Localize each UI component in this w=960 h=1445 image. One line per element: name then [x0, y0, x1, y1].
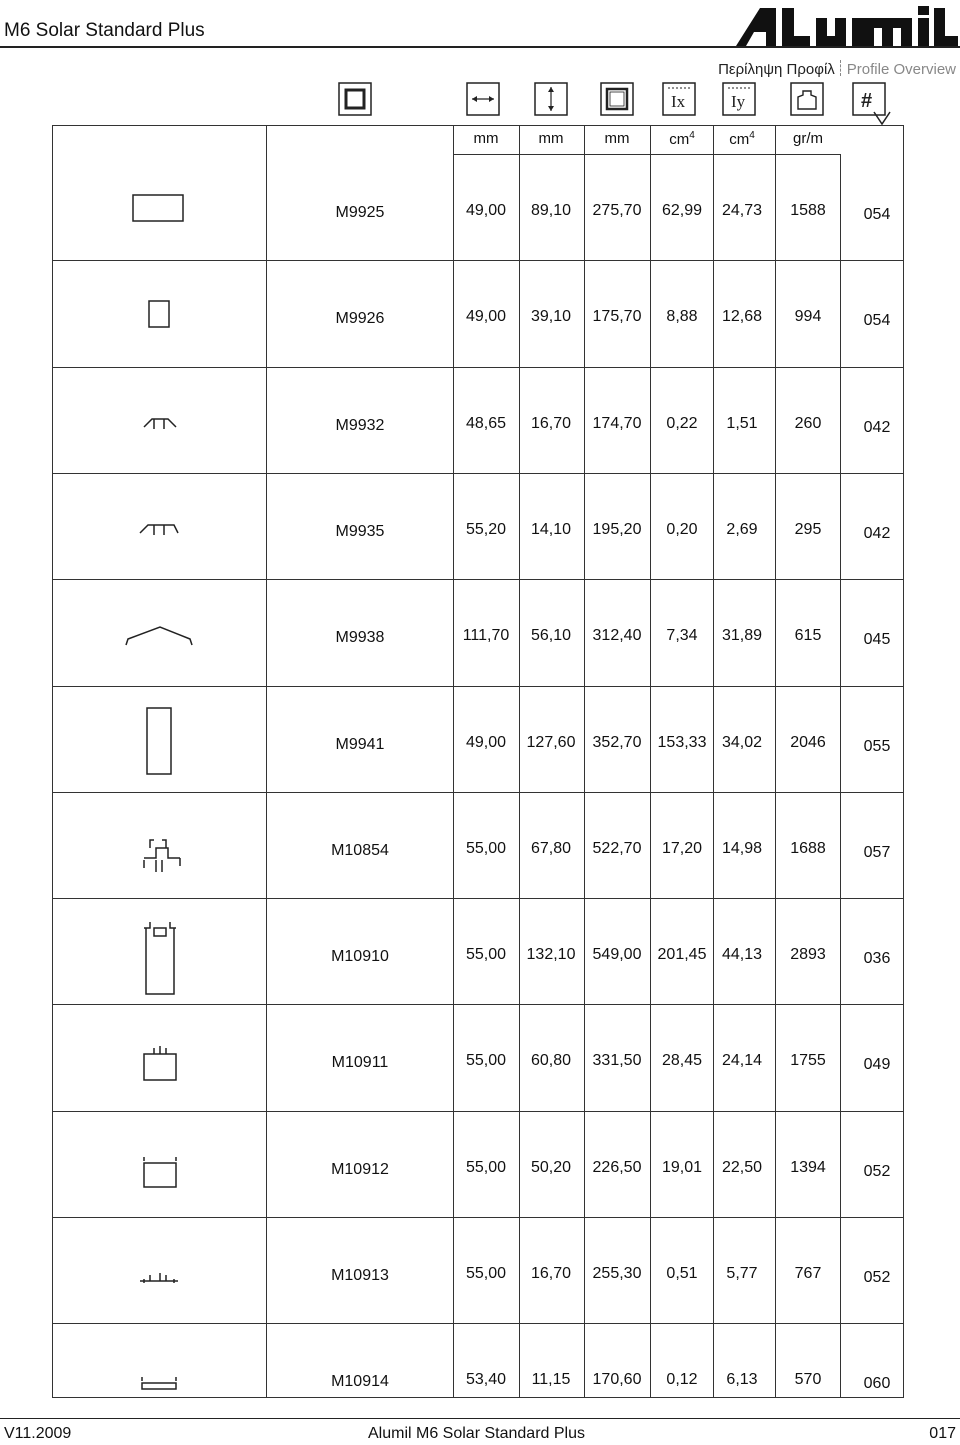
row-divider: [52, 1004, 904, 1005]
table-cell: 0,22: [666, 414, 698, 432]
table-cell: 132,10: [526, 946, 576, 964]
table-cell: 255,30: [592, 1265, 642, 1282]
profile-code: M10914: [331, 1373, 389, 1391]
profile-overview-label: [718, 60, 956, 78]
unit-label: $cm^4$: [729, 130, 755, 148]
table-cell: 53,40: [465, 1371, 507, 1389]
table-cell: 0,12: [666, 1371, 698, 1389]
table-cell: 14,98: [721, 839, 763, 857]
table-cell: 55,00: [465, 1052, 507, 1070]
table-cell: 052: [863, 1269, 891, 1286]
table-cell: 39,10: [530, 308, 572, 326]
table-cell: 549,00: [592, 946, 642, 964]
weight-icon: [790, 82, 824, 116]
profile-shape-icon: [120, 694, 200, 784]
ix-text: Ix: [671, 92, 686, 111]
profile-drawing-m9926: [120, 268, 200, 358]
profile-code: M9935: [335, 522, 385, 540]
table-cell: 89,10: [530, 202, 572, 219]
table-cell: 24,14: [721, 1052, 763, 1070]
table-cell: 2893: [790, 946, 826, 964]
section-icon: [338, 82, 372, 116]
profile-shape-icon: [120, 268, 200, 358]
row-divider: [52, 898, 904, 899]
profile-drawing-m10913: [120, 1225, 200, 1315]
overview-english: Profile Overview: [846, 61, 956, 78]
unit-label: mm: [604, 130, 630, 147]
row-divider: [52, 260, 904, 261]
table-cell: 55,00: [465, 1158, 507, 1176]
table-cell: 1588: [790, 202, 826, 219]
table-cell: 7,34: [666, 627, 698, 645]
profile-shape-icon: [120, 1225, 200, 1315]
unit-label: gr/m: [793, 130, 823, 147]
ix-icon: [662, 82, 696, 116]
profile-shape-icon: [120, 1331, 200, 1421]
iy-icon: [722, 82, 756, 116]
profile-drawing-m9938: [120, 587, 200, 677]
width-icon: [466, 82, 500, 116]
table-cell: 8,88: [666, 308, 698, 326]
table-cell: 16,70: [530, 1265, 572, 1282]
table-cell: 24,73: [721, 202, 763, 219]
table-cell: 34,02: [721, 733, 763, 751]
row-divider: [52, 792, 904, 793]
profile-drawing-m9932: [120, 375, 200, 465]
hash-text: #: [861, 90, 873, 112]
perimeter-icon: [600, 82, 634, 116]
iy-text: Iy: [731, 92, 746, 111]
table-cell: 153,33: [657, 733, 707, 751]
profile-code: M9926: [335, 310, 385, 328]
table-cell: 522,70: [592, 839, 642, 857]
profile-code: M9941: [335, 735, 385, 753]
table-cell: 275,70: [592, 202, 642, 219]
table-cell: 22,50: [721, 1158, 763, 1176]
table-cell: 615: [794, 627, 822, 645]
table-cell: 5,77: [726, 1265, 758, 1282]
profile-code: M10911: [331, 1054, 389, 1072]
table-cell: 352,70: [592, 733, 642, 751]
table-cell: 195,20: [592, 520, 642, 538]
profile-drawing-m10912: [120, 1119, 200, 1209]
table-cell: 1394: [790, 1158, 826, 1176]
profile-shape-icon: [120, 375, 200, 465]
profile-shape-icon: [120, 162, 200, 252]
table-cell: 042: [863, 524, 891, 542]
table-cell: 060: [863, 1375, 891, 1393]
table-cell: 170,60: [592, 1371, 642, 1389]
profile-shape-icon: [120, 481, 200, 571]
table-cell: 049: [863, 1056, 891, 1074]
row-divider: [52, 686, 904, 687]
table-cell: 054: [863, 206, 891, 223]
table-cell: 50,20: [530, 1158, 572, 1176]
footer-rule: [0, 1418, 960, 1419]
table-cell: 767: [794, 1265, 822, 1282]
table-cell: 201,45: [657, 946, 707, 964]
table-cell: 2,69: [726, 520, 758, 538]
column-divider: [266, 126, 267, 1398]
table-cell: 0,51: [666, 1265, 698, 1282]
profile-shape-icon: [120, 800, 200, 890]
profile-code: M9925: [335, 204, 385, 221]
profile-code: M9932: [335, 416, 385, 434]
alumil-logo-icon: [736, 4, 958, 46]
table-cell: 12,68: [721, 308, 763, 326]
table-cell: 052: [863, 1162, 891, 1180]
table-cell: 6,13: [726, 1371, 758, 1389]
profile-drawing-m10854: [120, 800, 200, 890]
table-cell: 49,00: [465, 733, 507, 751]
table-cell: 55,00: [465, 839, 507, 857]
table-cell: 56,10: [530, 627, 572, 645]
page-title: M6 Solar Standard Plus: [4, 20, 205, 41]
row-divider: [52, 367, 904, 368]
table-cell: 054: [863, 312, 891, 330]
table-cell: 111,70: [462, 627, 510, 645]
table-cell: 1,51: [726, 414, 758, 432]
footer-title: Alumil M6 Solar Standard Plus: [368, 1425, 585, 1442]
header-divider: [453, 154, 840, 155]
profile-shape-icon: [120, 1012, 200, 1102]
table-cell: 28,45: [661, 1052, 703, 1070]
unit-label: $cm^4$: [669, 130, 695, 148]
table-cell: 55,00: [465, 1265, 507, 1282]
table-cell: 312,40: [592, 627, 642, 645]
table-cell: 14,10: [530, 520, 572, 538]
footer-version: V11.2009: [4, 1425, 72, 1442]
profile-drawing-m10910: [120, 906, 200, 996]
table-cell: 331,50: [592, 1052, 642, 1070]
profile-code: M10854: [331, 841, 389, 859]
table-cell: 16,70: [530, 414, 572, 432]
table-cell: 17,20: [661, 839, 703, 857]
table-cell: 057: [863, 843, 891, 861]
table-cell: 045: [863, 631, 891, 649]
profile-shape-icon: [120, 587, 200, 677]
table-cell: 2046: [790, 733, 826, 751]
profile-shape-icon: [120, 906, 200, 996]
row-divider: [52, 473, 904, 474]
table-cell: 49,00: [465, 202, 507, 219]
profile-code: M10912: [331, 1160, 389, 1178]
table-cell: 31,89: [721, 627, 763, 645]
column-divider: [840, 154, 841, 1398]
table-cell: 994: [794, 308, 822, 326]
table-cell: 62,99: [661, 202, 703, 219]
table-cell: 175,70: [592, 308, 642, 326]
table-cell: 036: [863, 950, 891, 968]
header-rule: [0, 46, 960, 48]
profile-shape-icon: [120, 1119, 200, 1209]
table-cell: 295: [794, 520, 822, 538]
profile-drawing-m10911: [120, 1012, 200, 1102]
row-divider: [52, 1217, 904, 1218]
table-cell: 19,01: [661, 1158, 703, 1176]
profile-drawing-m9935: [120, 481, 200, 571]
table-cell: 127,60: [526, 733, 576, 751]
profile-code: M9938: [335, 629, 385, 647]
table-cell: 0,20: [666, 520, 698, 538]
row-divider: [52, 1323, 904, 1324]
table-cell: 11,15: [531, 1371, 571, 1389]
table-cell: 67,80: [530, 839, 572, 857]
table-cell: 55,20: [465, 520, 507, 538]
height-icon: [534, 82, 568, 116]
table-cell: 226,50: [592, 1158, 642, 1176]
table-cell: 60,80: [530, 1052, 572, 1070]
unit-label: mm: [538, 130, 564, 147]
table-cell: 55,00: [465, 946, 507, 964]
row-divider: [52, 579, 904, 580]
table-cell: 174,70: [592, 414, 642, 432]
table-cell: 570: [794, 1371, 822, 1389]
profile-drawing-m9925: [120, 162, 200, 252]
table-cell: 49,00: [465, 308, 507, 326]
overview-greek: Περίληψη Προφίλ: [718, 61, 835, 78]
table-cell: 055: [863, 737, 891, 755]
footer-page: 017: [929, 1425, 956, 1442]
unit-label: mm: [473, 130, 499, 147]
table-cell: 042: [863, 418, 891, 436]
table-cell: 48,65: [465, 414, 507, 432]
table-cell: 44,13: [721, 946, 763, 964]
profile-drawing-m10914: [120, 1331, 200, 1421]
hash-note-icon: [872, 110, 892, 126]
table-cell: 260: [794, 414, 822, 432]
profile-code: M10910: [331, 948, 389, 966]
row-divider: [52, 1111, 904, 1112]
profile-code: M10913: [331, 1267, 389, 1284]
table-cell: 1688: [790, 839, 826, 857]
profile-drawing-m9941: [120, 694, 200, 784]
table-cell: 1755: [790, 1052, 826, 1070]
